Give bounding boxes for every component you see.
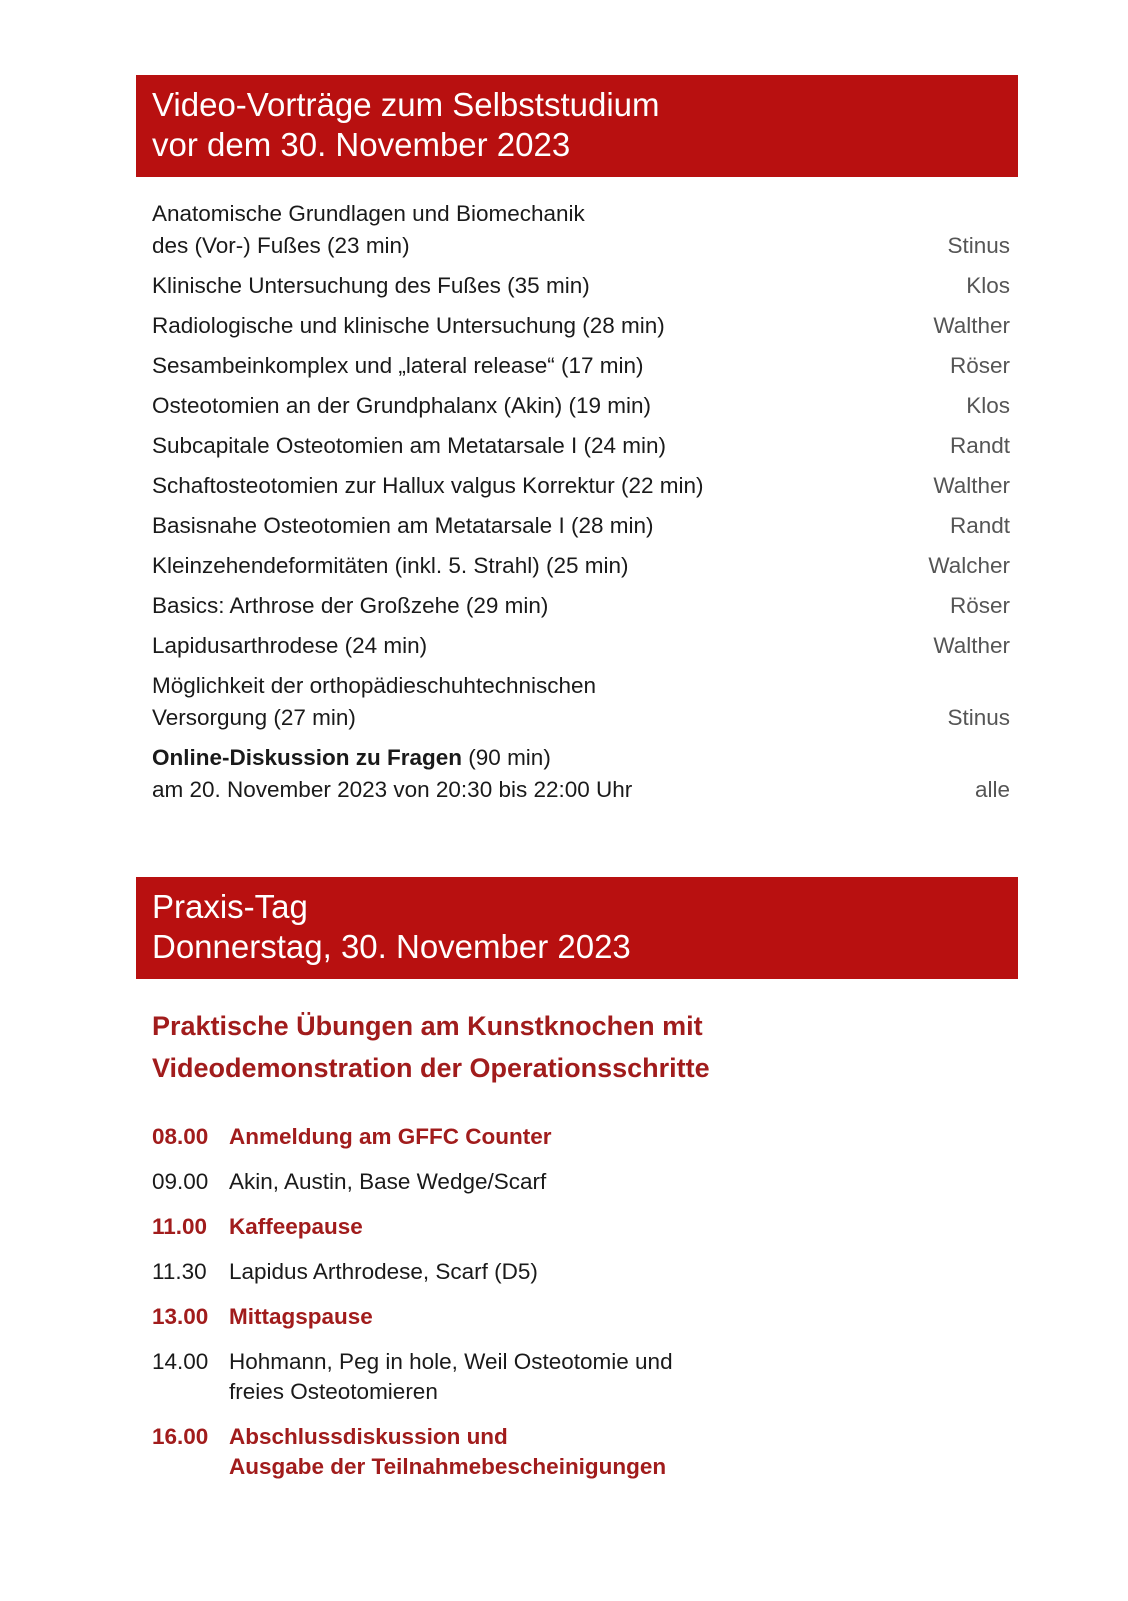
- schedule-slot: [152, 1302, 852, 1332]
- lecture-item: [152, 310, 1010, 342]
- discussion-speaker: alle: [974, 777, 1010, 802]
- video-lectures-banner: [136, 75, 1018, 177]
- lecture-item: [152, 550, 1010, 582]
- lecture-speaker: Walther: [933, 473, 1010, 498]
- online-discussion-item: [152, 742, 1010, 806]
- slot-time: 13.00: [152, 1304, 209, 1329]
- practice-day-banner: [136, 877, 1018, 979]
- subtitle-line1: Praktische Übungen am Kunstknochen mit: [152, 1011, 703, 1041]
- discussion-title: [152, 742, 632, 774]
- schedule-slot: [152, 1347, 852, 1407]
- slot-time: 14.00: [152, 1349, 209, 1374]
- lecture-title-cont: des (Vor-) Fußes (23 min): [152, 233, 410, 258]
- lecture-item: [152, 670, 1010, 734]
- lecture-speaker: Stinus: [947, 233, 1010, 258]
- schedule-slot: [152, 1257, 852, 1287]
- banner-title-line2: Donnerstag, 30. November 2023: [152, 928, 631, 965]
- lecture-title: Anatomische Grundlagen und Biomechanik: [152, 201, 585, 226]
- slot-description: Hohmann, Peg in hole, Weil Osteotomie und: [229, 1349, 673, 1374]
- slot-description: Lapidus Arthrodese, Scarf (D5): [229, 1259, 538, 1284]
- lecture-title: Klinische Untersuchung des Fußes (35 min): [152, 273, 590, 298]
- lecture-speaker: Walther: [933, 313, 1010, 338]
- schedule-slot: [152, 1422, 852, 1482]
- discussion-title-bold: Online-Diskussion zu Fragen: [152, 745, 463, 770]
- lecture-item: [152, 350, 1010, 382]
- lecture-speaker: Walther: [933, 633, 1010, 658]
- slot-description: Kaffeepause: [229, 1214, 363, 1239]
- lecture-item: [152, 470, 1010, 502]
- schedule-list: [152, 1122, 852, 1497]
- lecture-title: Schaftosteotomien zur Hallux valgus Korrektur (22 min): [152, 473, 704, 498]
- lecture-item: [152, 630, 1010, 662]
- slot-time: 08.00: [152, 1124, 209, 1149]
- banner-title-line1: Video-Vorträge zum Selbststudium: [152, 86, 660, 123]
- lecture-speaker: Walcher: [928, 553, 1010, 578]
- lecture-item: [152, 198, 1010, 262]
- discussion-date: am 20. November 2023 von 20:30 bis 22:00 Uhr: [152, 777, 633, 802]
- schedule-slot: [152, 1212, 852, 1242]
- lecture-speaker: Röser: [949, 353, 1010, 378]
- slot-description: Anmeldung am GFFC Counter: [229, 1124, 552, 1149]
- lecture-speaker: Randt: [949, 513, 1010, 538]
- slot-description-cont: Ausgabe der Teilnahmebescheinigungen: [229, 1454, 667, 1479]
- lecture-item: [152, 510, 1010, 542]
- slot-description-cont: freies Osteotomieren: [229, 1379, 438, 1404]
- lecture-title: Subcapitale Osteotomien am Metatarsale I (24 min): [152, 433, 666, 458]
- lecture-item: [152, 270, 1010, 302]
- lecture-title: Sesambeinkomplex und „lateral release“ (17 min): [152, 353, 644, 378]
- lecture-title: Osteotomien an der Grundphalanx (Akin) (19 min): [152, 393, 651, 418]
- lecture-title: Möglichkeit der orthopädieschuhtechnischen: [152, 673, 597, 698]
- lecture-speaker: Röser: [949, 593, 1010, 618]
- lecture-title: Kleinzehendeformitäten (inkl. 5. Strahl) (25 min): [152, 553, 629, 578]
- lecture-title: Basics: Arthrose der Großzehe (29 min): [152, 593, 549, 618]
- slot-time: 11.30: [152, 1259, 207, 1284]
- lecture-title: Radiologische und klinische Untersuchung (28 min): [152, 313, 665, 338]
- lecture-speaker: Randt: [949, 433, 1010, 458]
- lecture-list: [152, 198, 1010, 814]
- banner-title-line1: Praxis-Tag: [152, 888, 308, 925]
- lecture-item: [152, 430, 1010, 462]
- lecture-speaker: Stinus: [947, 705, 1010, 730]
- lecture-item: [152, 390, 1010, 422]
- lecture-speaker: Klos: [966, 273, 1010, 298]
- lecture-title: Lapidusarthrodese (24 min): [152, 633, 428, 658]
- schedule-slot: [152, 1122, 852, 1152]
- slot-description: Mittagspause: [229, 1304, 373, 1329]
- lecture-title: Basisnahe Osteotomien am Metatarsale I (28 min): [152, 513, 654, 538]
- discussion-duration: (90 min): [462, 745, 551, 770]
- slot-description: Abschlussdiskussion und: [229, 1424, 508, 1449]
- slot-time: 09.00: [152, 1169, 209, 1194]
- slot-time: 16.00: [152, 1424, 209, 1449]
- slot-time: 11.00: [152, 1214, 208, 1239]
- lecture-speaker: Klos: [966, 393, 1010, 418]
- schedule-slot: [152, 1167, 852, 1197]
- practice-subtitle: [152, 1005, 710, 1089]
- lecture-title-cont: Versorgung (27 min): [152, 705, 356, 730]
- banner-title-line2: vor dem 30. November 2023: [152, 126, 571, 163]
- lecture-item: [152, 590, 1010, 622]
- subtitle-line2: Videodemonstration der Operationsschritte: [152, 1053, 710, 1083]
- slot-description: Akin, Austin, Base Wedge/Scarf: [229, 1169, 547, 1194]
